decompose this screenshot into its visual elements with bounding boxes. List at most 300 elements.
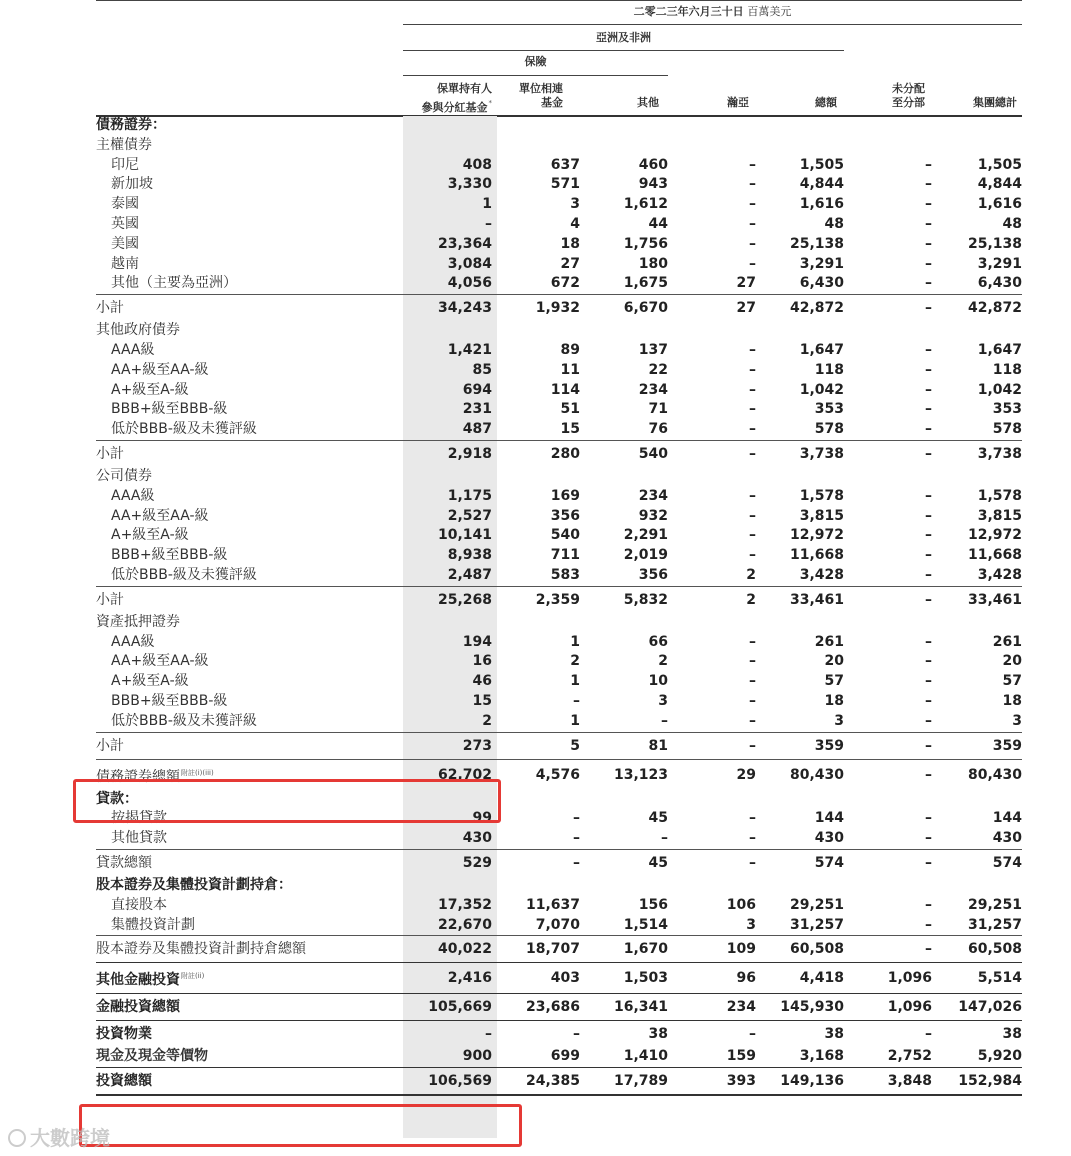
value-cell: 540 <box>550 527 580 544</box>
value-cell <box>492 790 580 810</box>
value-cell: 3,291 <box>977 255 1022 272</box>
row-label: 印尼 <box>111 156 139 173</box>
value-cell: 1,096 <box>844 963 932 994</box>
value-cell: 1,505 <box>799 156 844 173</box>
value-cell: 15 <box>472 692 492 709</box>
value-cell: 1,647 <box>799 341 844 358</box>
value-cell: 1,042 <box>977 381 1022 398</box>
value-cell <box>844 321 932 341</box>
value-cell: – <box>925 830 932 847</box>
column-header-line2: 瀚亞 <box>727 96 749 109</box>
row-label: 小計 <box>96 295 403 322</box>
value-cell <box>844 876 932 896</box>
value-cell: – <box>749 507 756 524</box>
value-cell: 3 <box>658 692 668 709</box>
table-row <box>96 1047 1022 1067</box>
value-cell: – <box>844 849 932 876</box>
column-header <box>849 82 925 110</box>
value-cell: 1,514 <box>623 916 668 933</box>
value-cell <box>403 136 492 156</box>
value-cell: 3,815 <box>977 507 1022 524</box>
table-row <box>96 849 1022 876</box>
value-cell <box>403 467 492 487</box>
value-cell: 48 <box>824 215 844 232</box>
column-header <box>585 82 659 110</box>
value-cell: – <box>749 633 756 650</box>
value-cell: 2,487 <box>447 566 492 583</box>
value-cell: 145,930 <box>756 994 844 1021</box>
value-cell <box>844 467 932 487</box>
value-cell: 31,257 <box>967 916 1022 933</box>
value-cell: 4,418 <box>756 963 844 994</box>
column-header-line1 <box>673 82 749 96</box>
value-cell: – <box>925 916 932 933</box>
table-row <box>96 235 1022 255</box>
value-cell: 900 <box>462 1048 492 1065</box>
value-cell <box>932 876 1022 896</box>
value-cell: – <box>925 673 932 690</box>
row-label: 現金及現金等價物 <box>96 1048 208 1065</box>
value-cell: – <box>749 361 756 378</box>
value-cell <box>580 136 668 156</box>
value-cell <box>403 876 492 896</box>
column-header-line1: 未分配 <box>892 82 925 95</box>
value-cell: – <box>844 732 932 759</box>
row-label: 小計 <box>96 586 403 613</box>
value-cell: 46 <box>472 673 492 690</box>
value-cell: 99 <box>472 810 492 827</box>
value-cell: 38 <box>932 1021 1022 1048</box>
value-cell: – <box>749 196 756 213</box>
value-cell: 29 <box>668 759 756 790</box>
table-row <box>96 586 1022 613</box>
top-rule <box>96 0 1022 1</box>
value-cell: 12,972 <box>789 527 844 544</box>
column-header-line1: 保單持有人 <box>437 82 492 95</box>
table-row <box>96 692 1022 712</box>
value-cell: 27 <box>668 295 756 322</box>
value-cell: 118 <box>992 361 1022 378</box>
value-cell: 2 <box>570 653 580 670</box>
value-cell: – <box>925 381 932 398</box>
value-cell: 1,675 <box>623 275 668 292</box>
value-cell: 106,569 <box>403 1068 492 1096</box>
value-cell: – <box>749 255 756 272</box>
value-cell: – <box>844 936 932 963</box>
table-row <box>96 136 1022 156</box>
value-cell: 231 <box>462 401 492 418</box>
value-cell: 574 <box>756 849 844 876</box>
date-rule <box>403 24 1022 25</box>
value-cell: – <box>749 810 756 827</box>
value-cell <box>932 136 1022 156</box>
value-cell <box>403 116 492 136</box>
value-cell: 356 <box>550 507 580 524</box>
value-cell: 3,168 <box>799 1048 844 1065</box>
value-cell: 578 <box>992 421 1022 438</box>
column-header-line2: 基金 <box>541 96 563 109</box>
value-cell: 24,385 <box>492 1068 580 1096</box>
value-cell: – <box>925 487 932 504</box>
value-cell: – <box>668 1021 756 1048</box>
value-cell: 45 <box>580 849 668 876</box>
value-cell <box>668 467 756 487</box>
column-header <box>937 82 1017 110</box>
table-row <box>96 321 1022 341</box>
value-cell: – <box>668 849 756 876</box>
value-cell <box>844 790 932 810</box>
value-cell: 1,647 <box>977 341 1022 358</box>
value-cell: 34,243 <box>403 295 492 322</box>
value-cell: 1,612 <box>623 196 668 213</box>
value-cell: 20 <box>1002 653 1022 670</box>
value-cell: 118 <box>814 361 844 378</box>
value-cell: 3,738 <box>932 440 1022 467</box>
value-cell: 11,668 <box>789 547 844 564</box>
value-cell: 943 <box>638 176 668 193</box>
value-cell: 11 <box>560 361 580 378</box>
row-label: 美國 <box>111 235 139 252</box>
value-cell <box>580 613 668 633</box>
row-label: 貸款： <box>96 790 138 807</box>
table-row <box>96 876 1022 896</box>
table-row <box>96 381 1022 401</box>
value-cell: – <box>925 275 932 292</box>
footnote-marker: 附註(i)(iii) <box>181 768 214 777</box>
row-label: BBB+級至BBB-級 <box>111 401 228 418</box>
value-cell: 10,141 <box>437 527 492 544</box>
value-cell: 11,668 <box>967 547 1022 564</box>
value-cell <box>668 876 756 896</box>
value-cell <box>844 116 932 136</box>
value-cell: 3,330 <box>447 176 492 193</box>
value-cell: 4,844 <box>799 176 844 193</box>
value-cell: 1 <box>570 673 580 690</box>
value-cell: 529 <box>403 849 492 876</box>
value-cell: – <box>661 712 668 729</box>
column-header-line2: 參與分紅基金* <box>421 99 492 114</box>
insurance-rule <box>403 75 668 76</box>
value-cell: 2,527 <box>447 507 492 524</box>
value-cell: 60,508 <box>756 936 844 963</box>
value-cell: 147,026 <box>932 994 1022 1021</box>
value-cell: 3,428 <box>799 566 844 583</box>
value-cell: 578 <box>814 421 844 438</box>
value-cell <box>756 613 844 633</box>
value-cell: 6,430 <box>977 275 1022 292</box>
row-label: A+級至A-級 <box>111 381 189 398</box>
value-cell: – <box>749 235 756 252</box>
value-cell: 460 <box>638 156 668 173</box>
value-cell: 3 <box>746 916 756 933</box>
value-cell <box>580 116 668 136</box>
value-cell: 403 <box>492 963 580 994</box>
value-cell: 5,920 <box>977 1048 1022 1065</box>
row-label: 按揭貸款 <box>111 810 167 827</box>
value-cell: 152,984 <box>932 1068 1022 1096</box>
value-cell: – <box>925 401 932 418</box>
value-cell: 96 <box>668 963 756 994</box>
value-cell: – <box>749 830 756 847</box>
value-cell: 33,461 <box>932 586 1022 613</box>
value-cell: 1,616 <box>977 196 1022 213</box>
row-label: A+級至A-級 <box>111 673 189 690</box>
table-row <box>96 487 1022 507</box>
row-label: 集體投資計劃 <box>111 916 195 933</box>
table-row <box>96 546 1022 566</box>
value-cell: – <box>925 653 932 670</box>
value-cell: 3 <box>570 196 580 213</box>
table-row <box>96 467 1022 487</box>
value-cell <box>668 321 756 341</box>
value-cell: – <box>844 586 932 613</box>
table-row <box>96 440 1022 467</box>
table-row <box>96 994 1022 1021</box>
value-cell <box>756 790 844 810</box>
value-cell: 57 <box>824 673 844 690</box>
value-cell: 4 <box>570 215 580 232</box>
value-cell <box>756 876 844 896</box>
row-label: 小計 <box>96 732 403 759</box>
column-header-line1 <box>585 82 659 96</box>
value-cell <box>844 136 932 156</box>
value-cell: 18 <box>824 692 844 709</box>
value-cell: – <box>403 1021 492 1048</box>
value-cell: 23,364 <box>437 235 492 252</box>
value-cell: 44 <box>648 215 668 232</box>
row-label: 低於BBB-級及未獲評級 <box>111 712 257 729</box>
value-cell <box>932 790 1022 810</box>
value-cell: – <box>749 341 756 358</box>
value-cell: 3,738 <box>756 440 844 467</box>
value-cell: 3,428 <box>977 566 1022 583</box>
value-cell <box>756 467 844 487</box>
table-row <box>96 400 1022 420</box>
table-row <box>96 361 1022 381</box>
value-cell: 38 <box>756 1021 844 1048</box>
value-cell: 583 <box>550 566 580 583</box>
value-cell <box>403 321 492 341</box>
row-label: AAA級 <box>111 487 155 504</box>
column-header-line1 <box>937 82 1017 96</box>
value-cell: 20 <box>824 653 844 670</box>
column-header-line1: 單位相連 <box>519 82 563 95</box>
investment-table <box>96 116 1022 1096</box>
row-label: A+級至A-級 <box>111 527 189 544</box>
value-cell: 2,019 <box>623 547 668 564</box>
highlight-box-debt-total <box>73 779 501 823</box>
value-cell: 22 <box>648 361 668 378</box>
value-cell: 71 <box>648 401 668 418</box>
value-cell: – <box>749 527 756 544</box>
value-cell: – <box>573 810 580 827</box>
value-cell: 408 <box>462 156 492 173</box>
value-cell: 18,707 <box>492 936 580 963</box>
value-cell: 66 <box>648 633 668 650</box>
value-cell: 5,832 <box>580 586 668 613</box>
value-cell: 42,872 <box>756 295 844 322</box>
value-cell: 76 <box>648 421 668 438</box>
value-cell <box>756 116 844 136</box>
value-cell: 7,070 <box>535 916 580 933</box>
value-cell: 42,872 <box>932 295 1022 322</box>
value-cell: 3,848 <box>844 1068 932 1096</box>
value-cell: 105,669 <box>403 994 492 1021</box>
value-cell: 359 <box>932 732 1022 759</box>
value-cell: 1 <box>482 196 492 213</box>
value-cell: 2,291 <box>623 527 668 544</box>
value-cell: 234 <box>638 487 668 504</box>
watermark-logo-icon <box>8 1129 26 1147</box>
value-cell: 3 <box>834 712 844 729</box>
value-cell: 48 <box>1002 215 1022 232</box>
row-label: 資產抵押證券 <box>96 613 180 630</box>
value-cell: – <box>925 896 932 913</box>
value-cell: – <box>844 759 932 790</box>
table-row <box>96 1021 1022 1048</box>
row-label: 投資總額 <box>96 1068 403 1096</box>
value-cell: – <box>492 1021 580 1048</box>
value-cell: – <box>925 527 932 544</box>
value-cell: 699 <box>550 1048 580 1065</box>
value-cell: 540 <box>580 440 668 467</box>
value-cell <box>668 116 756 136</box>
table-row <box>96 215 1022 235</box>
value-cell: 159 <box>726 1048 756 1065</box>
value-cell: 1,756 <box>623 235 668 252</box>
value-cell <box>492 321 580 341</box>
value-cell: – <box>925 235 932 252</box>
value-cell: 1,616 <box>799 196 844 213</box>
value-cell: 2,359 <box>492 586 580 613</box>
value-cell: 1,042 <box>799 381 844 398</box>
column-header <box>497 82 563 110</box>
row-label: BBB+級至BBB-級 <box>111 547 228 564</box>
value-cell: 1,578 <box>977 487 1022 504</box>
value-cell <box>844 613 932 633</box>
region-header: 亞洲及非洲 <box>596 31 651 44</box>
highlight-box-investment-total <box>79 1104 522 1147</box>
row-label: 新加坡 <box>111 176 153 193</box>
region-rule <box>403 50 844 51</box>
value-cell: 2,752 <box>887 1048 932 1065</box>
row-label: 債務證券總額$^{附註(i)(iii)}$ <box>96 759 403 790</box>
value-cell: 89 <box>560 341 580 358</box>
row-label: 投資物業 <box>96 1021 403 1048</box>
row-label: BBB+級至BBB-級 <box>111 692 228 709</box>
value-cell <box>668 613 756 633</box>
row-label: 金融投資總額 <box>96 994 403 1021</box>
row-label: 英國 <box>111 215 139 232</box>
value-cell: 23,686 <box>492 994 580 1021</box>
value-cell: – <box>573 830 580 847</box>
table-row <box>96 195 1022 215</box>
value-cell: – <box>749 381 756 398</box>
value-cell: 4,844 <box>977 176 1022 193</box>
value-cell: 3,084 <box>447 255 492 272</box>
value-cell: 574 <box>932 849 1022 876</box>
column-header <box>673 82 749 110</box>
value-cell <box>492 467 580 487</box>
value-cell: 353 <box>814 401 844 418</box>
insurance-header: 保險 <box>524 55 547 68</box>
value-cell: – <box>668 440 756 467</box>
row-label: AAA級 <box>111 341 155 358</box>
value-cell: 25,268 <box>403 586 492 613</box>
table-row <box>96 175 1022 195</box>
table-row <box>96 633 1022 653</box>
value-cell: 5,514 <box>932 963 1022 994</box>
row-label: AA+級至AA-級 <box>111 361 209 378</box>
value-cell: – <box>661 830 668 847</box>
value-cell: 144 <box>992 810 1022 827</box>
table-row <box>96 526 1022 546</box>
column-header <box>403 82 492 115</box>
value-cell: 3 <box>1012 712 1022 729</box>
value-cell <box>932 321 1022 341</box>
value-cell: – <box>844 440 932 467</box>
value-cell: 45 <box>648 810 668 827</box>
row-label: 貸款總額 <box>96 849 403 876</box>
value-cell: 356 <box>638 566 668 583</box>
value-cell: – <box>925 156 932 173</box>
value-cell: – <box>925 566 932 583</box>
value-cell: 38 <box>580 1021 668 1048</box>
value-cell: 359 <box>756 732 844 759</box>
value-cell: 13,123 <box>580 759 668 790</box>
table-row <box>96 566 1022 586</box>
value-cell: – <box>925 215 932 232</box>
row-label: AAA級 <box>111 633 155 650</box>
value-cell: – <box>925 712 932 729</box>
table-row <box>96 613 1022 633</box>
value-cell: – <box>925 547 932 564</box>
table-row <box>96 652 1022 672</box>
value-cell: 80,430 <box>932 759 1022 790</box>
value-cell: 144 <box>814 810 844 827</box>
table-row <box>96 672 1022 692</box>
value-cell: 12,972 <box>967 527 1022 544</box>
value-cell <box>756 136 844 156</box>
value-cell: 31,257 <box>789 916 844 933</box>
row-label: 其他金融投資$^{附註(ii)}$ <box>96 963 403 994</box>
value-cell: 1,096 <box>844 994 932 1021</box>
value-cell: 15 <box>560 421 580 438</box>
value-cell: – <box>925 421 932 438</box>
value-cell: 3,815 <box>799 507 844 524</box>
value-cell: 194 <box>462 633 492 650</box>
value-cell: 51 <box>560 401 580 418</box>
value-cell: 149,136 <box>756 1068 844 1096</box>
value-cell: 85 <box>472 361 492 378</box>
value-cell: 353 <box>992 401 1022 418</box>
value-cell <box>932 116 1022 136</box>
value-cell: 280 <box>492 440 580 467</box>
value-cell: – <box>925 361 932 378</box>
value-cell: 80,430 <box>756 759 844 790</box>
value-cell: 1,410 <box>623 1048 668 1065</box>
value-cell: 106 <box>726 896 756 913</box>
value-cell <box>580 790 668 810</box>
value-cell: – <box>844 1021 932 1048</box>
value-cell: 3,291 <box>799 255 844 272</box>
table-row <box>96 420 1022 440</box>
value-cell: 18 <box>560 235 580 252</box>
row-label: 低於BBB-級及未獲評級 <box>111 566 257 583</box>
value-cell: 487 <box>462 421 492 438</box>
value-cell: 273 <box>403 732 492 759</box>
value-cell: – <box>749 692 756 709</box>
